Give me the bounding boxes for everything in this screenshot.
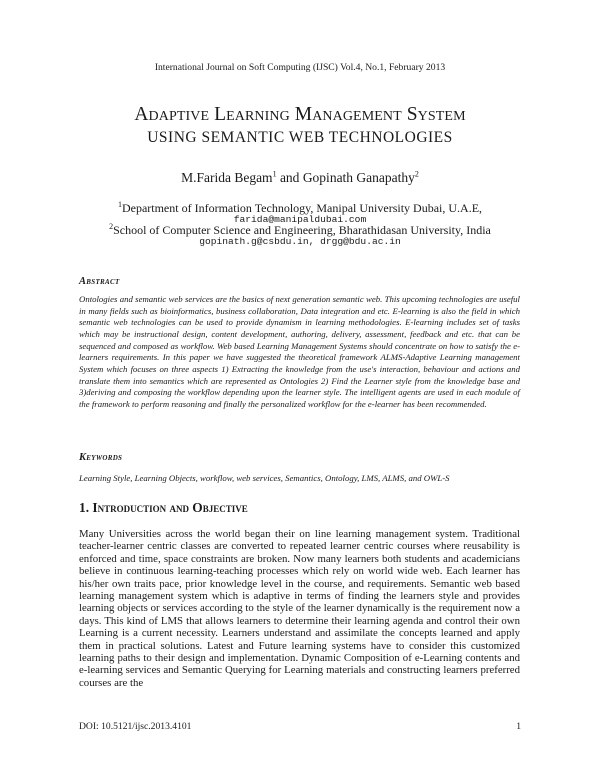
author-affiliation-mark: 2 [414,169,419,179]
abstract-text: Ontologies and semantic web services are the basics of next generation semantic web. This upcoming technologies are useful in many fields such as bioinformatics, business collaboration, Data integration and etc. E-learning is also the field in which semantic web technologies can be used to provide dynamism in learning methodologies. E-learning includes set of tasks which may be instructional design, content development, authoring, delivery, assessment, feedback and etc. that can be sequenced and composed as workflow. Web based Learning Management Systems should concentrate on how to satisfy the e-learners requirements. In this paper we have suggested the theoretical framework ALMS-Adaptive Learning management System which focuses on three aspects 1) Extracting the knowledge from the use's interaction, behaviour and actions and translate them into semantics which are represented as Ontologies 2) Find the Learner style from the knowledge base and 3)deriving and composing the workflow depending upon the learner style. The intelligent agents are used in each module of the framework to perform reasoning and finally the personalized workflow for the e-learner has been recommended. [79,294,520,409]
paper-title-line1: Adaptive Learning Management System [134,104,466,125]
abstract-heading: Abstract [79,276,120,287]
affiliation-1-email: farida@manipaldubai.com [233,214,367,225]
author-name: Gopinath Ganapathy [302,170,415,185]
author-list [0,170,600,186]
affiliation-name: School of Computer Science and Engineering, Bharathidasan University, India [113,223,491,237]
affiliation-name: Department of Information Technology, Manipal University Dubai, U.A.E, [121,201,483,215]
section-body-text: Many Universities across the world began their on line learning management system. Traditional teacher-learner centric classes are converted to repeated learner centric courses where reusability is enforced and time, space constraints are broken. Now many learners both students and academicians believe in continuous learning-teaching processes which rely on world wide web. Each learner has his/her own traits pace, prior knowledge level in the course, and requirements. Semantic web based learning management system which is adaptive in terms of finding the learners style and provides learning objects or services according to the style of the learner dynamically is the requirement now a days. This kind of LMS that allows learners to determine their learning agenda and control their own Learning is a current necessity. Learners understand and assimilate the concepts learned and apply them in practical solutions. Latest and Future learning systems have to consider this customized learning paths to their design and implementation. Dynamic Composition of e-Learning contents and e-learning services and Semantic Querying for Learning materials and constructing learners preferred courses are the [79,528,520,689]
affiliation-2-email: gopinath.g@csbdu.in, drgg@bdu.ac.in [199,236,401,247]
affiliation-mark: 1 [117,200,122,209]
journal-header: International Journal on Soft Computing (IJSC) Vol.4, No.1, February 2013 [154,62,446,73]
affiliation-mark: 2 [109,222,114,231]
author-conjunction: and [276,170,303,185]
author-name: M.Farida Begam [181,170,273,185]
doi-footer: DOI: 10.5121/ijsc.2013.4101 [79,721,192,732]
author-affiliation-mark: 1 [272,169,277,179]
keywords-text: Learning Style, Learning Objects, workflow, web services, Semantics, Ontology, LMS, ALMS, and OWL-S [79,473,450,483]
paper-title-line2: USING SEMANTIC WEB TECHNOLOGIES [147,129,453,146]
keywords-heading: Keywords [79,452,123,463]
page-number: 1 [516,721,521,732]
section-heading: 1. Introduction and Objective [79,500,248,515]
